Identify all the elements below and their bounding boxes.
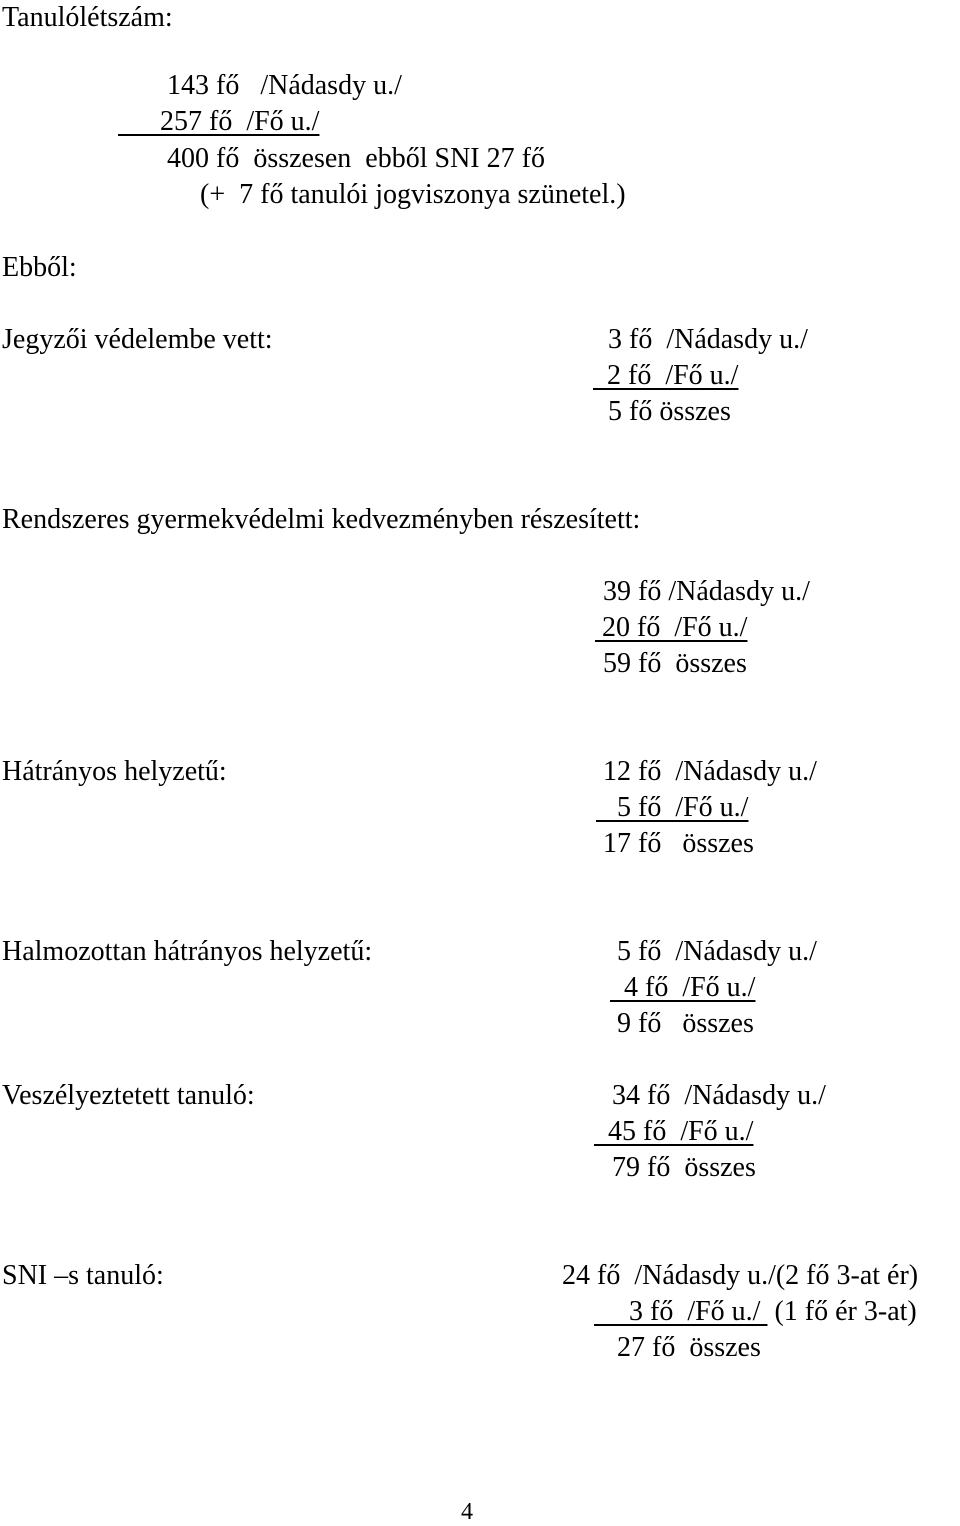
sni-students-fo-line xyxy=(594,1298,917,1326)
notary-protection-label: Jegyzői védelembe vett: xyxy=(2,324,273,355)
enrollment-fo-line: 257 fő /Fő u./ xyxy=(118,106,320,137)
sni-students-nadasdy: 24 fő /Nádasdy u./(2 fő 3-at ér) xyxy=(562,1260,919,1291)
disadvantaged-nadasdy: 12 fő /Nádasdy u./ xyxy=(603,756,817,787)
enrollment-heading: Tanulólétszám: xyxy=(2,2,173,33)
disadvantaged-fo: 5 fő /Fő u./ xyxy=(596,792,749,823)
notary-protection-fo: 2 fő /Fő u./ xyxy=(593,360,739,391)
enrollment-total-line: 400 fő összesen ebből SNI 27 fő xyxy=(167,143,545,174)
notary-protection-nadasdy: 3 fő /Nádasdy u./ xyxy=(608,324,808,355)
endangered-total: 79 fő összes xyxy=(612,1152,756,1183)
multiple-disadvantaged-total: 9 fő összes xyxy=(617,1008,754,1039)
endangered-nadasdy: 34 fő /Nádasdy u./ xyxy=(612,1080,826,1111)
of-which-heading: Ebből: xyxy=(2,252,77,283)
disadvantaged-total: 17 fő összes xyxy=(603,828,754,859)
multiple-disadvantaged-label: Halmozottan hátrányos helyzetű: xyxy=(2,936,373,967)
multiple-disadvantaged-fo: 4 fő /Fő u./ xyxy=(610,972,756,1003)
sni-students-label: SNI –s tanuló: xyxy=(2,1260,164,1291)
sni-students-total: 27 fő összes xyxy=(617,1332,761,1363)
disadvantaged-label: Hátrányos helyzetű: xyxy=(2,756,227,787)
child-protection-nadasdy: 39 fő /Nádasdy u./ xyxy=(603,576,810,607)
child-protection-fo: 20 fő /Fő u./ xyxy=(595,612,748,643)
endangered-fo: 45 fő /Fő u./ xyxy=(594,1116,754,1147)
notary-protection-total: 5 fő összes xyxy=(608,396,731,427)
multiple-disadvantaged-nadasdy: 5 fő /Nádasdy u./ xyxy=(617,936,817,967)
child-protection-label: Rendszeres gyermekvédelmi kedvezményben részesített: xyxy=(2,504,641,535)
page-number: 4 xyxy=(461,1499,473,1525)
sni-students-fo-note: (1 fő ér 3-at) xyxy=(767,1296,917,1327)
enrollment-suspended-note: (+ 7 fő tanulói jogviszonya szünetel.) xyxy=(200,179,626,210)
child-protection-total: 59 fő összes xyxy=(603,648,747,679)
enrollment-nadasdy-line: 143 fő /Nádasdy u./ xyxy=(167,70,402,101)
sni-students-fo: 3 fő /Fő u./ xyxy=(594,1296,768,1327)
endangered-label: Veszélyeztetett tanuló: xyxy=(2,1080,255,1111)
